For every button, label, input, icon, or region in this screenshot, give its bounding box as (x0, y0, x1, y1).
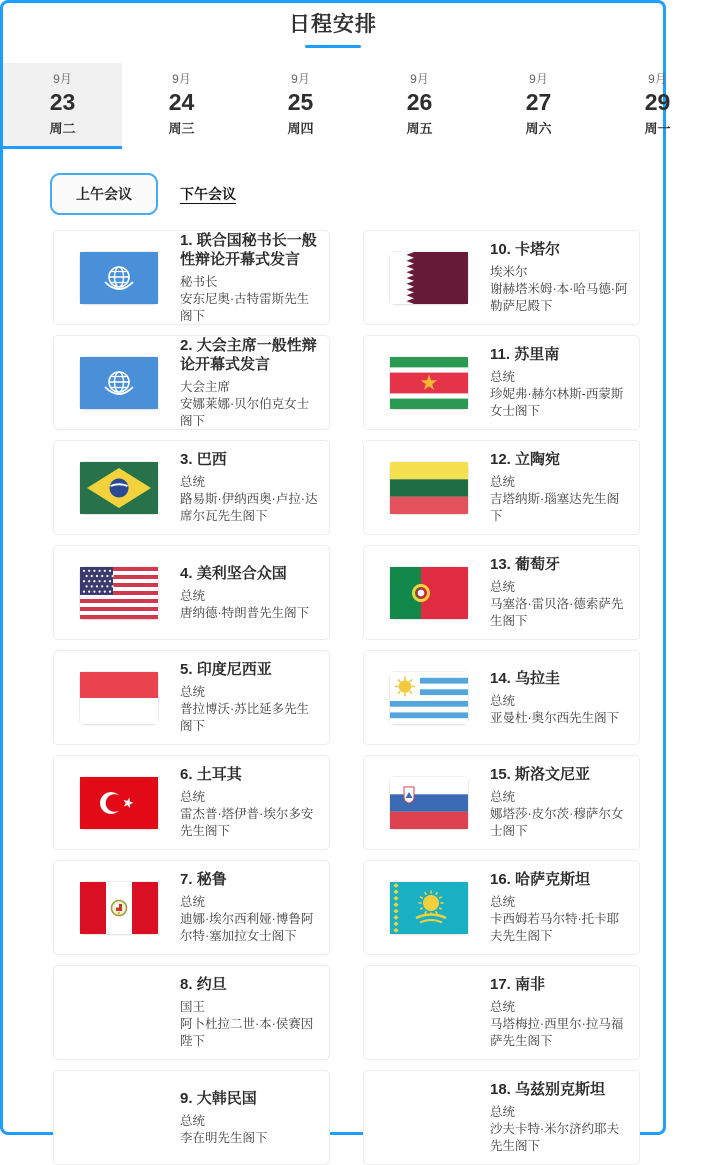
session-country: 联合国秘书长一般性辩论开幕式发言 (180, 231, 317, 268)
date-cell-26[interactable] (360, 63, 479, 149)
flag-un-icon (80, 252, 158, 304)
date-day-label: 23 (49, 89, 76, 115)
session-text (490, 1080, 639, 1155)
session-person-name: 珍妮弗·赫尔林斯-西蒙斯女士阁下 (490, 387, 624, 419)
session-title (490, 555, 631, 574)
session-number: 14. (490, 669, 516, 687)
session-person-name: 谢赫塔米姆·本·哈马德·阿勒萨尼殿下 (490, 282, 628, 314)
meeting-tabs (50, 173, 663, 215)
session-person-name: 马塞洛·雷贝洛·德索萨先生阁下 (490, 597, 624, 629)
session-person-name: 路易斯·伊纳西奥·卢拉·达席尔瓦先生阁下 (180, 492, 318, 524)
session-list (53, 230, 663, 1165)
date-month-label: 9月 (53, 72, 72, 86)
date-cell-25[interactable] (241, 63, 360, 149)
session-text (490, 765, 639, 840)
session-title (180, 765, 321, 784)
session-role: 总统 (490, 790, 516, 805)
session-country: 印度尼西亚 (196, 661, 272, 679)
session-title (490, 450, 631, 469)
session-title (490, 765, 631, 784)
session-card (53, 860, 330, 955)
session-card (363, 860, 640, 955)
session-country: 大韩民国 (196, 1089, 257, 1107)
session-person-name: 迪娜·埃尔西利娅·博鲁阿尔特·塞加拉女士阁下 (180, 912, 314, 944)
session-card (363, 755, 640, 850)
flag-placeholder (390, 987, 468, 1039)
session-role: 总统 (180, 475, 206, 490)
session-country: 乌拉圭 (515, 669, 561, 687)
session-number: 5. (180, 661, 197, 679)
session-title (490, 1080, 631, 1099)
session-card (363, 965, 640, 1060)
session-person-name: 安娜莱娜·贝尔伯克女士阁下 (180, 396, 310, 428)
session-column-left (53, 230, 330, 1165)
session-text (490, 870, 639, 945)
session-role: 总统 (180, 588, 206, 603)
session-number: 17. (490, 976, 516, 994)
session-role: 总统 (490, 895, 516, 910)
session-title (180, 336, 321, 374)
session-card (363, 545, 640, 640)
session-text (490, 975, 639, 1050)
session-number: 15. (490, 766, 516, 784)
tab-morning-meeting[interactable]: 上午会议 (50, 173, 158, 215)
date-weekday-label: 周六 (525, 121, 552, 136)
session-number: 6. (180, 766, 197, 784)
flag-placeholder (80, 1092, 158, 1144)
session-number: 13. (490, 556, 516, 574)
session-role: 总统 (490, 475, 516, 490)
session-number: 8. (180, 976, 197, 994)
session-card (363, 1070, 640, 1165)
session-text (490, 669, 639, 727)
session-text (180, 975, 329, 1050)
date-strip (3, 63, 723, 149)
session-card (53, 440, 330, 535)
session-card (53, 230, 330, 325)
session-person-name: 马塔梅拉·西里尔·拉马福萨先生阁下 (490, 1017, 624, 1049)
session-person-name: 唐纳德·特朗普先生阁下 (180, 605, 310, 620)
session-card (363, 335, 640, 430)
session-country: 约旦 (196, 976, 227, 994)
session-title (180, 660, 321, 679)
session-country: 卡塔尔 (515, 241, 561, 259)
session-text (180, 660, 329, 735)
flag-brazil-icon (80, 462, 158, 514)
session-number: 11. (490, 346, 515, 364)
session-number: 16. (490, 871, 516, 889)
session-title (180, 1089, 321, 1108)
session-country: 葡萄牙 (515, 556, 561, 574)
session-title (490, 669, 631, 688)
date-month-label: 9月 (529, 72, 548, 86)
session-person-name: 娜塔莎·皮尔茨·穆萨尔女士阁下 (490, 807, 624, 839)
session-country: 苏里南 (514, 346, 560, 364)
flag-placeholder (80, 987, 158, 1039)
date-day-label: 25 (287, 89, 314, 115)
session-card (53, 335, 330, 430)
tab-afternoon-meeting[interactable]: 下午会议 (180, 186, 236, 202)
date-weekday-label: 周二 (49, 121, 76, 136)
session-card (363, 650, 640, 745)
session-title (490, 345, 631, 364)
date-day-label: 27 (525, 89, 552, 115)
date-weekday-label: 周四 (287, 121, 314, 136)
date-cell-29[interactable] (598, 63, 717, 149)
date-day-label: 29 (644, 89, 671, 115)
session-number: 9. (180, 1089, 197, 1107)
session-person-name: 安东尼奥·古特雷斯先生阁下 (180, 291, 310, 323)
session-number: 18. (490, 1081, 516, 1099)
session-person-name: 李在明先生阁下 (180, 1130, 268, 1145)
session-text (180, 231, 329, 325)
date-cell-23[interactable] (3, 63, 122, 149)
session-role: 埃米尔 (490, 265, 528, 280)
session-country: 立陶宛 (515, 451, 561, 469)
session-text (490, 555, 639, 630)
session-title (180, 975, 321, 994)
date-weekday-label: 周三 (168, 121, 195, 136)
date-day-label: 26 (406, 89, 433, 115)
page-header (3, 3, 663, 48)
session-title (490, 870, 631, 889)
date-month-label: 9月 (291, 72, 310, 86)
flag-turkey-icon (80, 777, 158, 829)
flag-placeholder (390, 1092, 468, 1144)
session-role: 总统 (180, 790, 206, 805)
session-country: 秘鲁 (196, 871, 227, 889)
session-person-name: 亚曼杜·奥尔西先生阁下 (490, 710, 620, 725)
session-title (180, 231, 321, 269)
session-title (490, 240, 631, 259)
flag-portugal-icon (390, 567, 468, 619)
session-role: 总统 (490, 1105, 516, 1120)
session-number: 1. (180, 231, 197, 249)
session-country: 南非 (515, 976, 546, 994)
session-text (180, 765, 329, 840)
session-text (180, 564, 329, 622)
title-underline (305, 45, 361, 48)
date-day-label: 24 (168, 89, 195, 115)
flag-qatar-icon (390, 252, 468, 304)
session-country: 大会主席一般性辩论开幕式发言 (180, 336, 317, 373)
date-month-label: 9月 (648, 72, 667, 86)
session-person-name: 普拉博沃·苏比延多先生阁下 (180, 702, 310, 734)
flag-suriname-icon (390, 357, 468, 409)
session-country: 斯洛文尼亚 (515, 766, 591, 784)
session-role: 大会主席 (180, 379, 231, 394)
date-weekday-label: 周一 (644, 121, 671, 136)
session-card (53, 965, 330, 1060)
session-role: 总统 (490, 580, 516, 595)
session-role: 总统 (490, 693, 516, 708)
session-country: 巴西 (196, 451, 227, 469)
flag-lithuania-icon (390, 462, 468, 514)
date-month-label: 9月 (172, 72, 191, 86)
session-role: 总统 (490, 1000, 516, 1015)
session-number: 12. (490, 451, 516, 469)
session-text (490, 240, 639, 315)
session-text (180, 1089, 329, 1147)
session-role: 总统 (490, 370, 516, 385)
session-title (180, 450, 321, 469)
session-text (180, 870, 329, 945)
session-card (53, 755, 330, 850)
session-person-name: 卡西姆若马尔特·托卡耶夫先生阁下 (490, 912, 620, 944)
session-card (53, 545, 330, 640)
flag-peru-icon (80, 882, 158, 934)
date-cell-27[interactable] (479, 63, 598, 149)
date-month-label: 9月 (410, 72, 429, 86)
session-role: 秘书长 (180, 274, 218, 289)
session-column-right (363, 230, 640, 1165)
session-country: 乌兹别克斯坦 (515, 1081, 606, 1099)
session-text (490, 345, 639, 420)
session-role: 国王 (180, 1000, 206, 1015)
session-title (180, 870, 321, 889)
session-role: 总统 (180, 895, 206, 910)
session-card (363, 440, 640, 535)
session-person-name: 雷杰普·塔伊普·埃尔多安先生阁下 (180, 807, 314, 839)
session-person-name: 阿卜杜拉二世·本·侯赛因陛下 (180, 1017, 314, 1049)
session-person-name: 吉塔纳斯·瑙塞达先生阁下 (490, 492, 620, 524)
session-person-name: 沙夫卡特·米尔济约耶夫先生阁下 (490, 1122, 620, 1154)
session-card (53, 1070, 330, 1165)
session-number: 4. (180, 564, 197, 582)
session-text (180, 450, 329, 525)
flag-uruguay-icon (390, 672, 468, 724)
flag-un-icon (80, 357, 158, 409)
date-cell-24[interactable] (122, 63, 241, 149)
session-card (53, 650, 330, 745)
flag-kazakhstan-icon (390, 882, 468, 934)
session-title (180, 564, 321, 583)
session-country: 哈萨克斯坦 (515, 871, 591, 889)
session-number: 10. (490, 241, 516, 259)
flag-usa-icon (80, 567, 158, 619)
session-country: 美利坚合众国 (196, 564, 287, 582)
session-card (363, 230, 640, 325)
session-text (490, 450, 639, 525)
flag-slovenia-icon (390, 777, 468, 829)
session-text (180, 336, 329, 430)
session-role: 总统 (180, 1113, 206, 1128)
flag-indonesia-icon (80, 672, 158, 724)
session-country: 土耳其 (196, 766, 242, 784)
session-title (490, 975, 631, 994)
date-weekday-label: 周五 (406, 121, 433, 136)
page-title: 日程安排 (289, 13, 377, 36)
session-number: 3. (180, 451, 197, 469)
session-number: 7. (180, 871, 197, 889)
session-number: 2. (180, 336, 197, 354)
session-role: 总统 (180, 685, 206, 700)
